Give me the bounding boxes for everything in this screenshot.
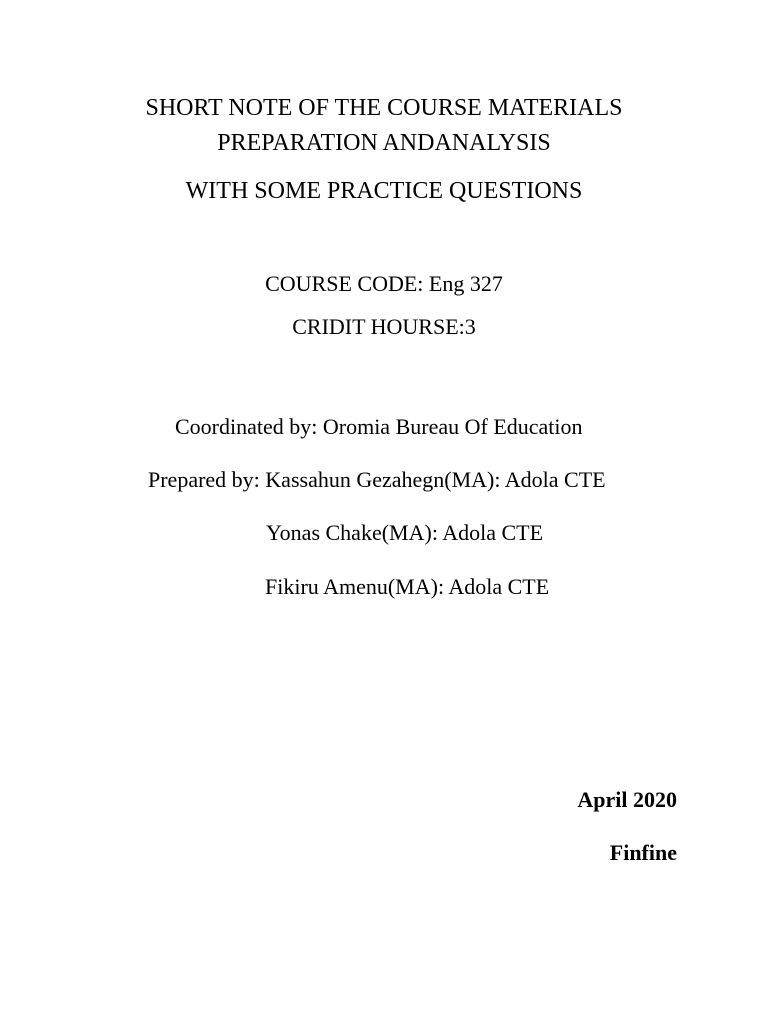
prepared-by-first: Prepared by: Kassahun Gezahegn(MA): Adola CTE <box>148 467 606 492</box>
prepared-by-second: Yonas Chake(MA): Adola CTE <box>266 520 544 545</box>
title-line-3: WITH SOME PRACTICE QUESTIONS <box>185 178 583 204</box>
coordinated-by: Coordinated by: Oromia Bureau Of Education <box>175 414 583 439</box>
prepared-by-third: Fikiru Amenu(MA): Adola CTE <box>265 574 550 599</box>
title-line-1: SHORT NOTE OF THE COURSE MATERIALS <box>145 95 623 121</box>
document-date: April 2020 <box>577 787 677 812</box>
course-code: COURSE CODE: Eng 327 <box>265 271 503 296</box>
document-place: Finfine <box>609 840 677 865</box>
credit-hours: CRIDIT HOURSE:3 <box>292 314 476 339</box>
title-line-2: PREPARATION ANDANALYSIS <box>217 130 551 156</box>
